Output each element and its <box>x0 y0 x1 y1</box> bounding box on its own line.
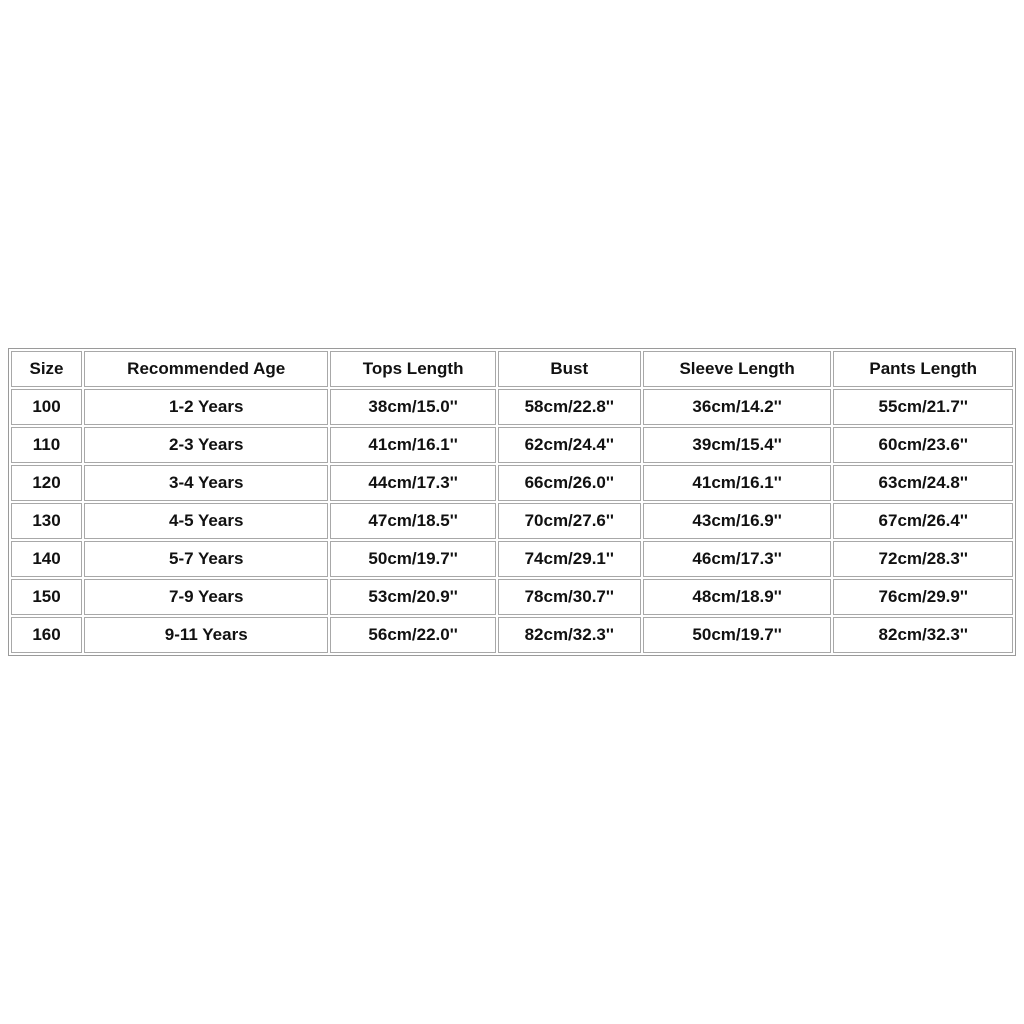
cell-tops-length: 41cm/16.1'' <box>330 427 495 463</box>
cell-recommended-age: 4-5 Years <box>84 503 328 539</box>
header-recommended-age: Recommended Age <box>84 351 328 387</box>
cell-recommended-age: 5-7 Years <box>84 541 328 577</box>
cell-sleeve-length: 41cm/16.1'' <box>643 465 832 501</box>
cell-sleeve-length: 39cm/15.4'' <box>643 427 832 463</box>
cell-size: 130 <box>11 503 82 539</box>
table-row <box>11 617 1013 653</box>
header-bust: Bust <box>498 351 641 387</box>
cell-pants-length: 82cm/32.3'' <box>833 617 1013 653</box>
header-row <box>11 351 1013 387</box>
cell-bust: 70cm/27.6'' <box>498 503 641 539</box>
table-row <box>11 503 1013 539</box>
cell-bust: 66cm/26.0'' <box>498 465 641 501</box>
header-pants-length: Pants Length <box>833 351 1013 387</box>
cell-recommended-age: 7-9 Years <box>84 579 328 615</box>
table-row <box>11 579 1013 615</box>
header-sleeve-length: Sleeve Length <box>643 351 832 387</box>
cell-sleeve-length: 48cm/18.9'' <box>643 579 832 615</box>
cell-pants-length: 76cm/29.9'' <box>833 579 1013 615</box>
cell-tops-length: 47cm/18.5'' <box>330 503 495 539</box>
table-row <box>11 465 1013 501</box>
table-row <box>11 541 1013 577</box>
cell-sleeve-length: 50cm/19.7'' <box>643 617 832 653</box>
cell-size: 160 <box>11 617 82 653</box>
cell-pants-length: 67cm/26.4'' <box>833 503 1013 539</box>
cell-tops-length: 56cm/22.0'' <box>330 617 495 653</box>
cell-pants-length: 63cm/24.8'' <box>833 465 1013 501</box>
cell-tops-length: 44cm/17.3'' <box>330 465 495 501</box>
table-row <box>11 389 1013 425</box>
header-size: Size <box>11 351 82 387</box>
header-tops-length: Tops Length <box>330 351 495 387</box>
cell-sleeve-length: 36cm/14.2'' <box>643 389 832 425</box>
cell-size: 110 <box>11 427 82 463</box>
table-row <box>11 427 1013 463</box>
cell-tops-length: 50cm/19.7'' <box>330 541 495 577</box>
size-chart-table <box>8 348 1016 656</box>
cell-bust: 78cm/30.7'' <box>498 579 641 615</box>
cell-recommended-age: 2-3 Years <box>84 427 328 463</box>
cell-pants-length: 72cm/28.3'' <box>833 541 1013 577</box>
cell-recommended-age: 1-2 Years <box>84 389 328 425</box>
cell-size: 150 <box>11 579 82 615</box>
cell-size: 100 <box>11 389 82 425</box>
cell-bust: 58cm/22.8'' <box>498 389 641 425</box>
cell-tops-length: 53cm/20.9'' <box>330 579 495 615</box>
cell-bust: 82cm/32.3'' <box>498 617 641 653</box>
cell-bust: 62cm/24.4'' <box>498 427 641 463</box>
cell-size: 140 <box>11 541 82 577</box>
cell-size: 120 <box>11 465 82 501</box>
cell-sleeve-length: 43cm/16.9'' <box>643 503 832 539</box>
cell-sleeve-length: 46cm/17.3'' <box>643 541 832 577</box>
cell-recommended-age: 3-4 Years <box>84 465 328 501</box>
cell-pants-length: 60cm/23.6'' <box>833 427 1013 463</box>
cell-tops-length: 38cm/15.0'' <box>330 389 495 425</box>
cell-bust: 74cm/29.1'' <box>498 541 641 577</box>
cell-recommended-age: 9-11 Years <box>84 617 328 653</box>
cell-pants-length: 55cm/21.7'' <box>833 389 1013 425</box>
